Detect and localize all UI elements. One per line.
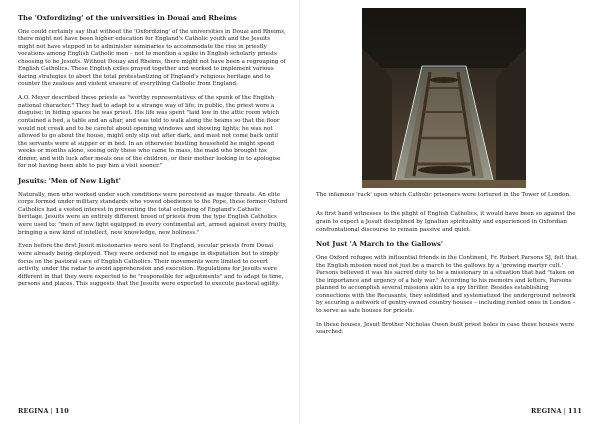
section-subheading: Not Just 'A March to the Gallows' bbox=[316, 240, 443, 249]
photo-caption: The infamous 'rack' upon which Catholic prisoners were tortured in the Tower of London. bbox=[316, 192, 571, 198]
rack-photo bbox=[362, 8, 526, 188]
footer-separator: | bbox=[50, 407, 53, 415]
right-page bbox=[300, 0, 600, 424]
article-heading: The 'Oxfordizing' of the universities in Douai and Rheims bbox=[18, 14, 237, 22]
paragraph: One could certainly say that without the 'Oxfordizing' of the universities in Douai and Rheims, there might not have been higher education for England's Catholic youth and the Jesuits might not have stepped in to administer seminaries to accommodate the rise in priestly vocations among English Catholic men – not to mention a spike in English scholarly priests choosing to be Jesuits. Without Douay and Rheims, there might not have been a regrouping of English Catholics. These English exiles prayed together and worked to implement various daring strategies to abort the total protestantizing of England's religious heritage and to counter the zealous and violent erasure of everything Catholic from England. bbox=[18, 28, 286, 88]
magazine-name: REGINA bbox=[531, 407, 562, 415]
page-footer-right bbox=[531, 407, 582, 415]
section-subheading: Jesuits: 'Men of New Light' bbox=[18, 177, 121, 186]
paragraph: Naturally, men who worked under such conditions were perceived as major threats. An elite corps formed under military standards who vowed obedience to the Pope, these former Oxford Catholics had a vested interest in preventing the total eclipsing of England's Catholic heritage. Jesuits were an entirely different breed of priests from the type English Catholics were used to: "men of new light equipped in every continental art, armed against every frailty, bringing a new kind of intellect, new knowledge, new holiness." bbox=[18, 191, 288, 236]
page-footer-left bbox=[18, 407, 69, 415]
page-number: 110 bbox=[55, 407, 69, 415]
paragraph: A.O. Meyer described these priests as "worthy representatives of the spunk of the English national character." They had to adapt to a strange way of life; in public, the priest wore a disguise; in hiding spaces he was priest. His life was spent "laid low in the attic room which contained a bed, a table and an altar, and was told to walk along the beams so that the floor would not creak and to be careful about opening windows and showing lights; he was not allowed to go about the house, might only slip out after dark, and must not come back until the servants were at supper or in bed. In an otherwise bustling household he might spend weeks or months alone, seeing only those who came to mass, the maid who brought his dinner, and with luck after meals one of the children, or their mother looking in to apologise for not having been able to pay him a visit sooner." bbox=[18, 95, 281, 170]
paragraph: In these houses, Jesuit Brother Nicholas Owen built priest holes in case these houses were searched. bbox=[316, 321, 575, 336]
page-number: 111 bbox=[568, 407, 582, 415]
magazine-name: REGINA bbox=[18, 407, 49, 415]
paragraph: One Oxford refugee with influential friends in the Continent, Fr. Robert Parsons SJ, felt that the English mission need not just be a march to the gallows by a 'growing martyr cult.' Parsons believed it was his sacred duty to be a missionary in a situation that had "taken on the importance and urgency of a holy war." According to his memoirs and letters, Parsons planned to accomplish several missions akin to a spy thriller. Besides establishing connections with the Recusants, they solidified and systematized the underground network by securing a network of gentry-owned country houses – including rented ones in London – to serve as safe houses for priests. bbox=[316, 255, 577, 314]
paragraph: Even before the first Jesuit missionaries were sent to England, secular priests from Douai were already being deployed. They were ordered not to engage in disputation but to simply focus on the pastoral care of English Catholics. Their movements were limited to covert activity, under the radar to avoid apprehension and execution. Regulations for Jesuits were different in that they were expected to be "responsible for adjustments" and to adapt to time, persons and places. This suggests that the Jesuits were expected to execute pastoral agility. bbox=[18, 243, 284, 288]
footer-separator: | bbox=[563, 407, 567, 415]
paragraph: As first hand witnesses to the plight of English Catholics, it would have been so against the grain to expect a Jesuit disciplined by Ignatian spirituality and experienced in Oxfordian confrontational discourse to remain passive and quiet. bbox=[316, 211, 576, 233]
